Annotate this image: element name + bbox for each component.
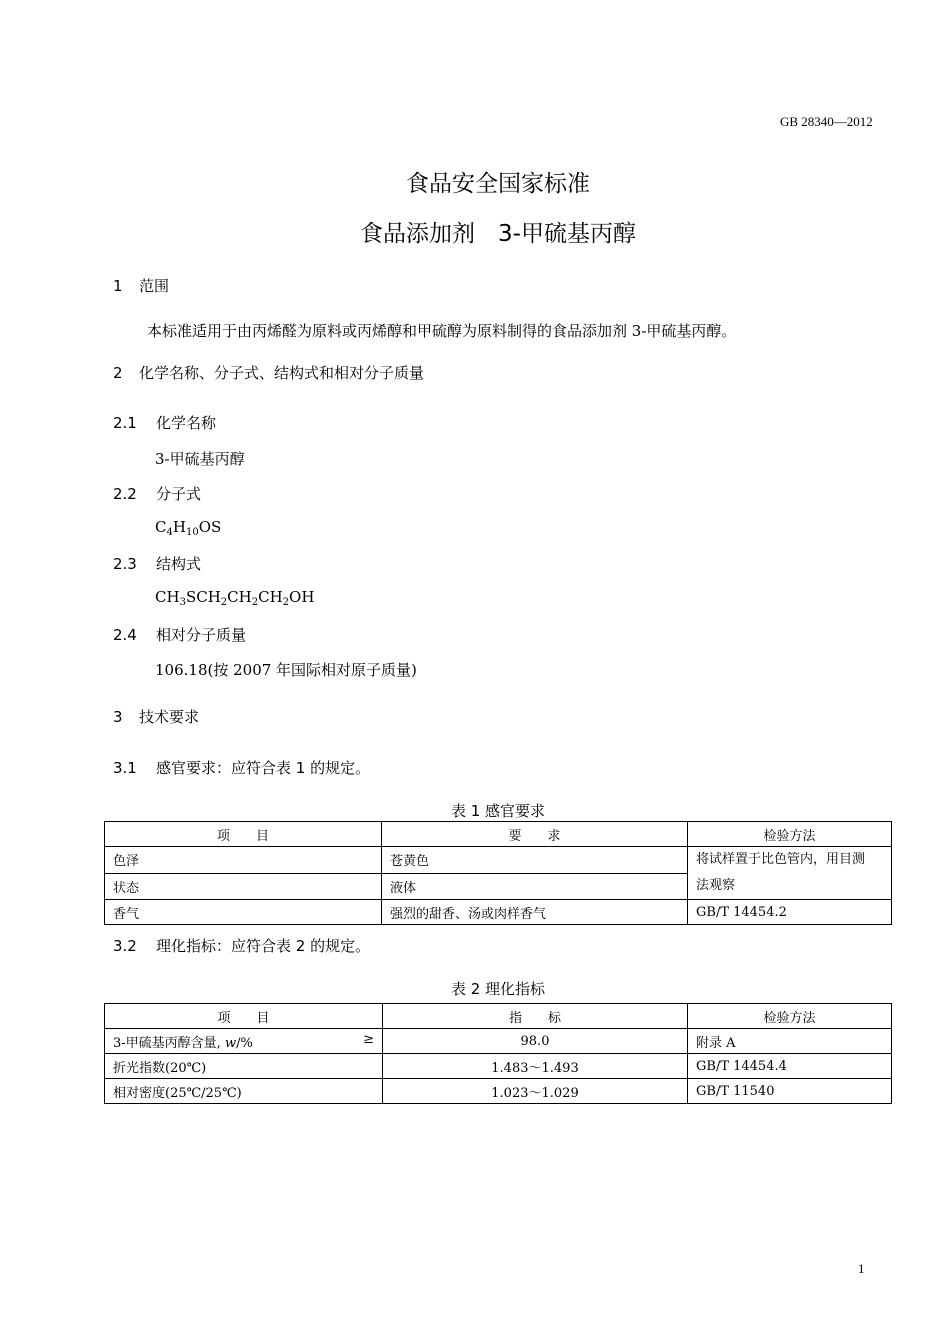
cell-item: 香气 [105, 900, 382, 925]
header-method: 检验方法 [688, 1004, 892, 1029]
cell-item: 色泽 [105, 847, 382, 874]
section-1-text: 本标准适用于由丙烯醛为原料或丙烯醇和甲硫醇为原料制得的食品添加剂 3-甲硫基丙醇。 [147, 322, 737, 340]
table-row [105, 900, 892, 925]
section-number: 1 [113, 277, 123, 295]
table-2-caption: 表 2 理化指标 [450, 980, 546, 998]
document-title: 食品安全国家标准 [406, 171, 590, 197]
document-subtitle: 食品添加剂 3-甲硫基丙醇 [360, 221, 636, 247]
cell-item: 相对密度(25℃/25℃) [105, 1079, 383, 1104]
cell-method: 附录 A [688, 1029, 892, 1054]
section-2-4-heading [113, 624, 246, 645]
section-title: 感官要求：应符合表 1 的规定。 [156, 759, 371, 777]
cell-requirement: 液体 [382, 873, 688, 900]
section-number: 2.2 [113, 485, 137, 503]
table-header-row [105, 1004, 892, 1029]
cell-item: 折光指数(20℃) [105, 1054, 383, 1079]
header-requirement: 要 求 [382, 822, 688, 847]
header-item: 项 目 [105, 1004, 383, 1029]
structural-formula: $CH_3SCH_2CH_2CH_2OH$ [155, 588, 315, 608]
section-number: 2.1 [113, 414, 137, 432]
section-number: 2.3 [113, 555, 137, 573]
section-number: 3.1 [113, 759, 137, 777]
cell-requirement: 强烈的甜香、汤或肉样香气 [382, 900, 688, 925]
section-2-heading [113, 362, 424, 383]
table-header-row [105, 822, 892, 847]
cell-method: GB/T 14454.2 [688, 900, 892, 925]
header-specification: 指 标 [383, 1004, 688, 1029]
section-number: 3.2 [113, 937, 137, 955]
section-title: 化学名称、分子式、结构式和相对分子质量 [139, 364, 425, 382]
molecular-mass: 106.18(按 2007 年国际相对原子质量) [155, 661, 417, 679]
section-number: 3 [113, 708, 123, 726]
section-1-heading [113, 275, 169, 296]
cell-value: 1.023～1.029 [383, 1079, 688, 1104]
section-3-1-heading [113, 757, 370, 778]
page-number: 1 [858, 1261, 865, 1276]
table-row [105, 1029, 892, 1054]
section-title: 化学名称 [156, 414, 217, 432]
section-title: 结构式 [156, 555, 202, 573]
chemical-name: 3-甲硫基丙醇 [155, 450, 245, 468]
header-method: 检验方法 [688, 822, 892, 847]
section-title: 理化指标：应符合表 2 的规定。 [156, 937, 371, 955]
section-2-1-heading [113, 412, 216, 433]
section-title: 技术要求 [139, 708, 200, 726]
cell-item: 3-甲硫基丙醇含量, w/% ≥ [105, 1029, 383, 1054]
cell-requirement: 苍黄色 [382, 847, 688, 874]
table-row [105, 1079, 892, 1104]
section-number: 2.4 [113, 626, 137, 644]
table-1-caption: 表 1 感官要求 [450, 802, 546, 820]
cell-method: GB/T 14454.4 [688, 1054, 892, 1079]
section-2-2-heading [113, 483, 201, 504]
header-item: 项 目 [105, 822, 382, 847]
section-number: 2 [113, 364, 123, 382]
section-3-heading [113, 706, 199, 727]
table-1 [104, 821, 892, 925]
table-row [105, 1054, 892, 1079]
standard-code: GB 28340—2012 [780, 114, 873, 129]
cell-value: 98.0 [383, 1029, 688, 1054]
molecular-formula: $C_4H_{10}OS$ [155, 518, 222, 538]
section-title: 分子式 [156, 485, 202, 503]
section-title: 相对分子质量 [156, 626, 247, 644]
section-3-2-heading [113, 935, 370, 956]
cell-method: GB/T 11540 [688, 1079, 892, 1104]
cell-method-merged: 将试样置于比色管内，用目测 法观察 [688, 847, 892, 900]
cell-value: 1.483～1.493 [383, 1054, 688, 1079]
section-2-3-heading [113, 553, 201, 574]
table-row [105, 847, 892, 874]
table-2 [104, 1003, 892, 1104]
section-title: 范围 [139, 277, 170, 295]
cell-item: 状态 [105, 873, 382, 900]
